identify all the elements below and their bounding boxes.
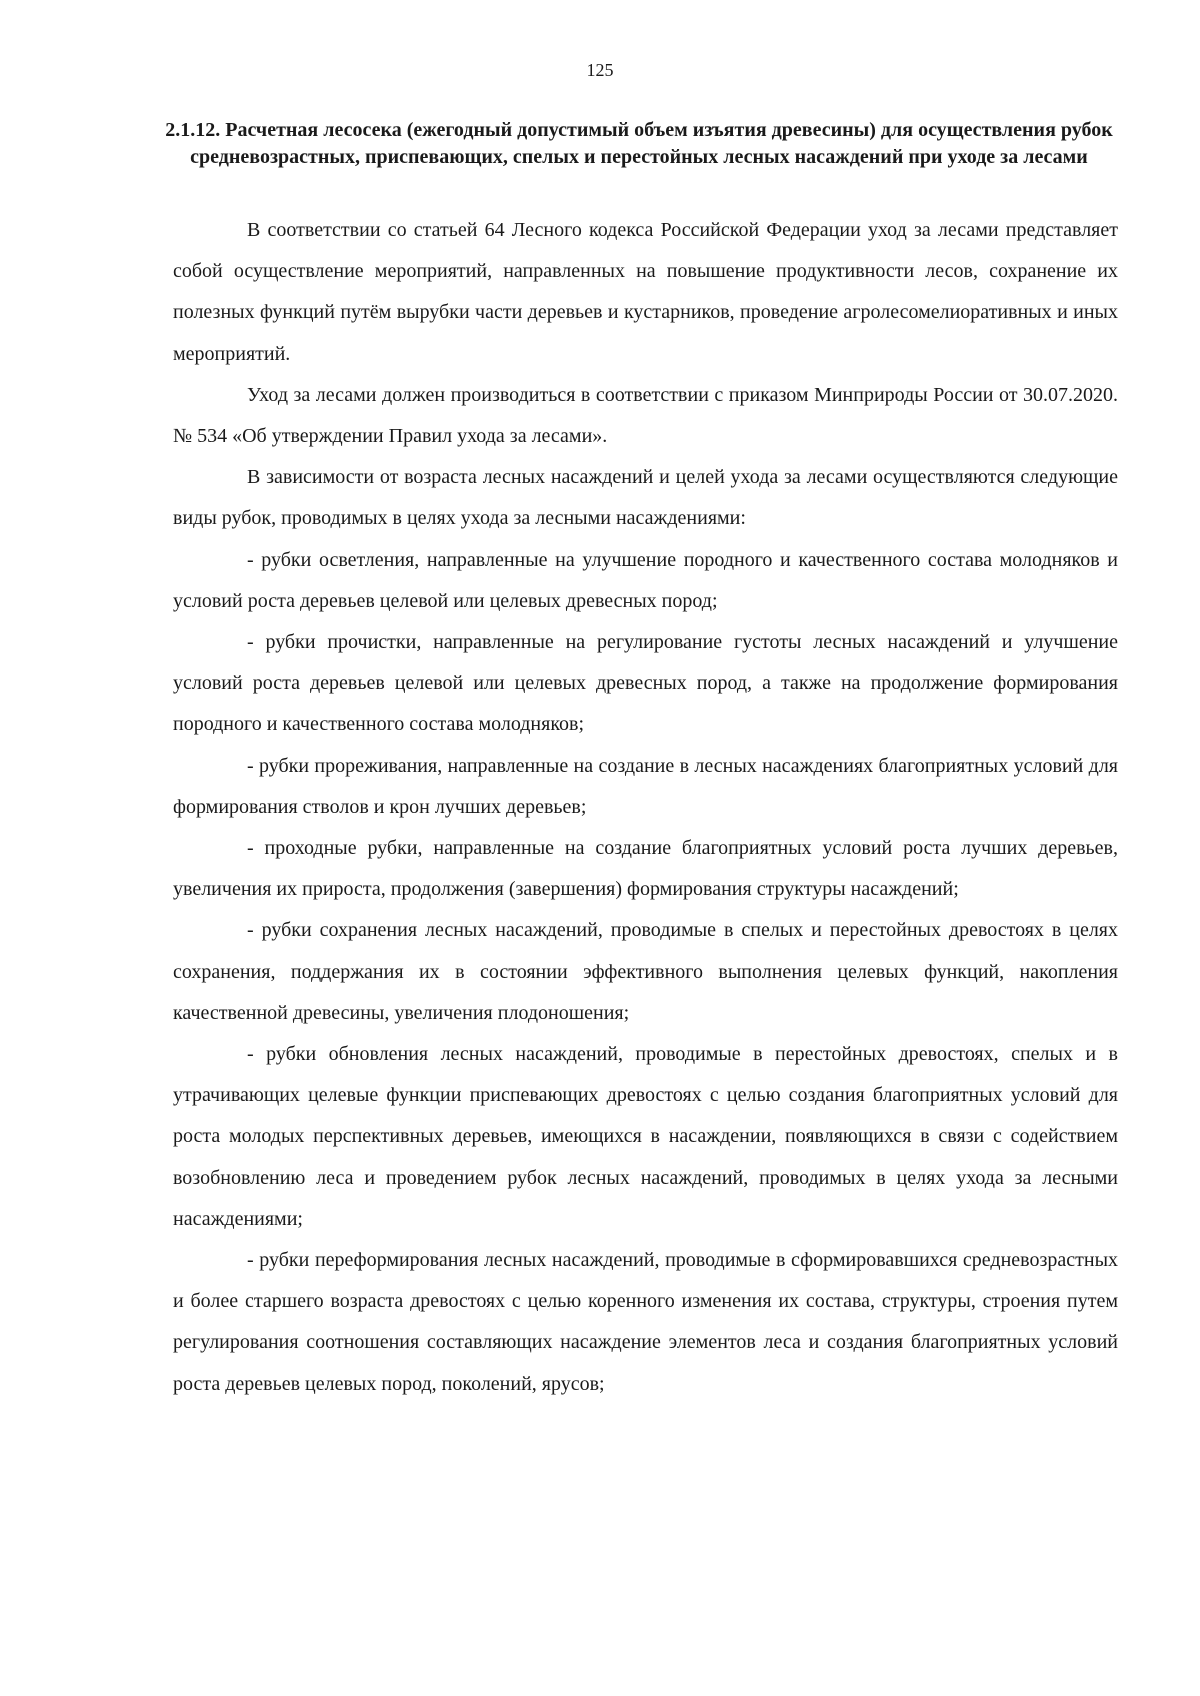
list-item: - рубки осветления, направленные на улучшение породного и качественного состава молодняков и условий роста деревьев целевой или целевых древесных пород;: [173, 548, 1118, 612]
paragraph: Уход за лесами должен производиться в соответствии с приказом Минприроды России от 30.07.2020. № 534 «Об утверждении Правил ухода за лесами».: [173, 383, 1118, 448]
list-item: - рубки обновления лесных насаждений, проводимые в перестойных древостоях, спелых и в утрачивающих целевые функции приспевающих древостоях с целью создания благоприятных условий для роста молодых перспективных деревьев, имеющихся в насаждении, появляющихся в связи с содействием возобновлению леса и проведением рубок лесных насаждений, проводимых в целях ухода за лесными насаждениями;: [173, 1043, 1118, 1230]
list-item: - рубки сохранения лесных насаждений, проводимые в спелых и перестойных древостоях в целях сохранения, поддержания их в состоянии эффективного выполнения целевых функций, накопления качественной древесины, увеличения плодоношения;: [173, 919, 1118, 1024]
body-text: [173, 210, 1118, 1405]
paragraph: В зависимости от возраста лесных насаждений и целей ухода за лесами осуществляются следующие виды рубок, проводимых в целях ухода за лесными насаждениями:: [173, 466, 1118, 530]
section-heading: 2.1.12. Расчетная лесосека (ежегодный допустимый объем изъятия древесины) для осуществления рубок средневозрастных, приспевающих, спелых и перестойных лесных насаждений при уходе за лесами: [165, 119, 1113, 168]
list-item: - проходные рубки, направленные на создание благоприятных условий роста лучших деревьев, увеличения их прироста, продолжения (завершения) формирования структуры насаждений;: [173, 837, 1118, 901]
page-number: 125: [586, 60, 614, 80]
paragraph: В соответствии со статьей 64 Лесного кодекса Российской Федерации уход за лесами представляет собой осуществление мероприятий, направленных на повышение продуктивности лесов, сохранение их полезных функций путём вырубки части деревьев и кустарников, проведение агролесомелиоративных и иных мероприятий.: [173, 219, 1118, 365]
list-item: - рубки прореживания, направленные на создание в лесных насаждениях благоприятных условий для формирования стволов и крон лучших деревьев;: [173, 754, 1118, 818]
list-item: - рубки переформирования лесных насаждений, проводимые в сформировавшихся средневозрастных и более старшего возраста древостоях с целью коренного изменения их состава, структуры, строения путем регулирования соотношения составляющих насаждение элементов леса и создания благоприятных условий роста деревьев целевых пород, поколений, ярусов;: [173, 1249, 1118, 1395]
list-item: - рубки прочистки, направленные на регулирование густоты лесных насаждений и улучшение условий роста деревьев целевой или целевых древесных пород, а также на продолжение формирования породного и качественного состава молодняков;: [173, 631, 1118, 736]
